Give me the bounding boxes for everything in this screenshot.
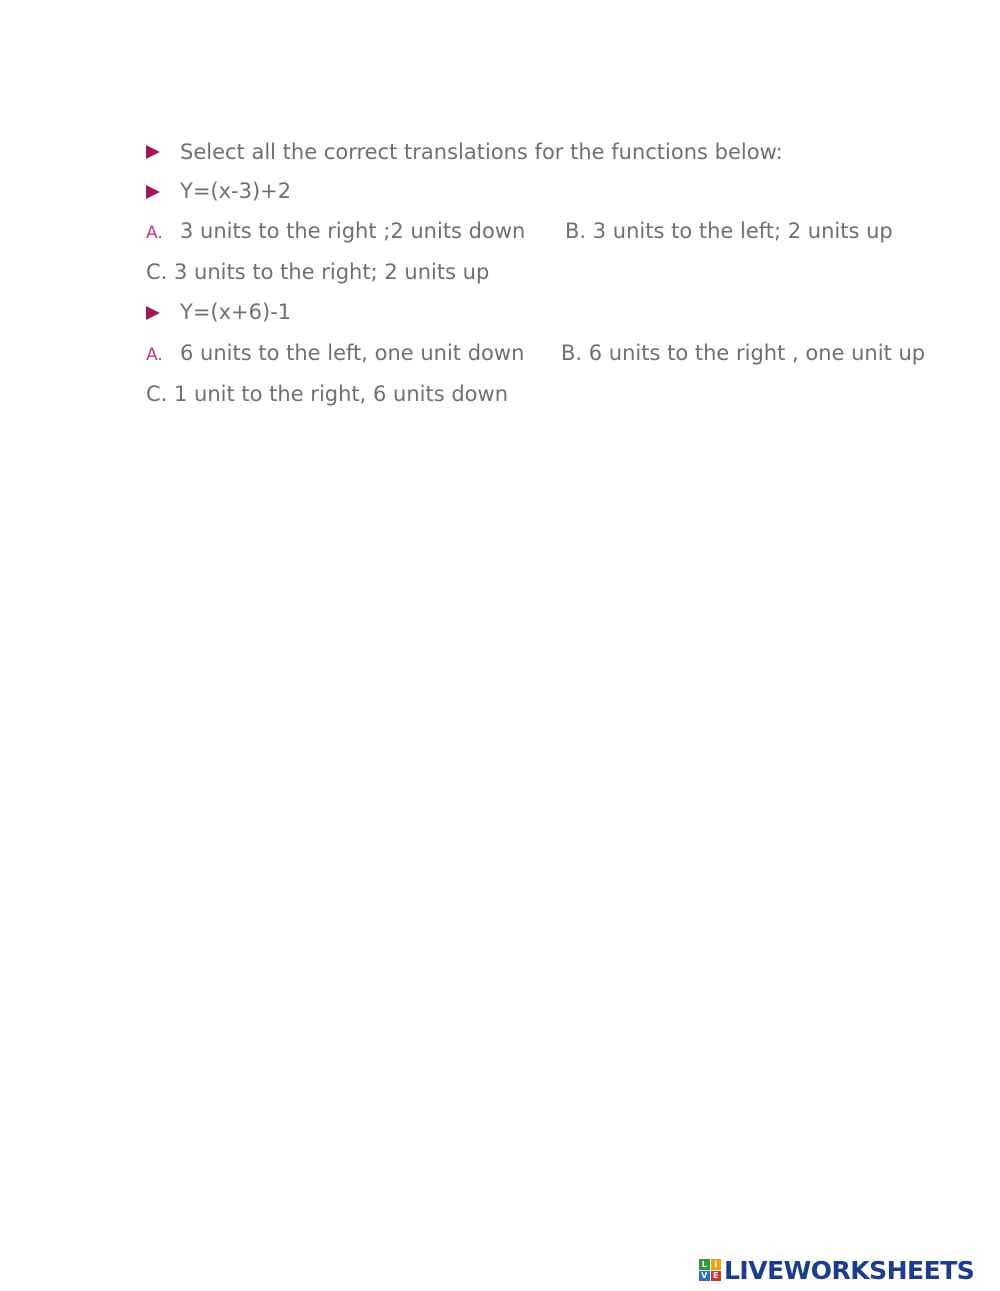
q1-option-b[interactable]: B. 3 units to the left; 2 units up [565,219,893,243]
q2-option-b[interactable]: B. 6 units to the right , one unit up [561,341,926,365]
logo-mark-letter: E [711,1271,722,1282]
q1-option-a[interactable] [146,217,906,247]
option-letter-a: A. [146,223,163,243]
function-1: Y=(x-3)+2 [180,179,292,203]
bullet-marker [146,145,160,159]
q2-option-c[interactable]: C. 1 unit to the right, 6 units down [146,382,509,406]
option-a-text: 3 units to the right ;2 units down [180,219,526,243]
logo-text: LIVEWORKSHEETS [724,1255,975,1285]
option-letter-a: A. [146,345,163,365]
liveworksheets-logo [699,1257,974,1283]
instruction-text: Select all the correct translations for the functions below: [180,140,783,164]
logo-mark-letter: I [711,1259,722,1270]
logo-mark-letter: V [699,1271,710,1282]
bullet-marker [146,185,160,199]
q1-option-c[interactable]: C. 3 units to the right; 2 units up [146,260,490,284]
logo-mark-icon [699,1259,721,1281]
q2-option-a[interactable] [146,339,946,369]
option-a-text: 6 units to the left, one unit down [180,341,525,365]
bullet-marker [146,306,160,320]
logo-mark-letter: L [699,1259,710,1270]
function-2: Y=(x+6)-1 [180,300,292,324]
